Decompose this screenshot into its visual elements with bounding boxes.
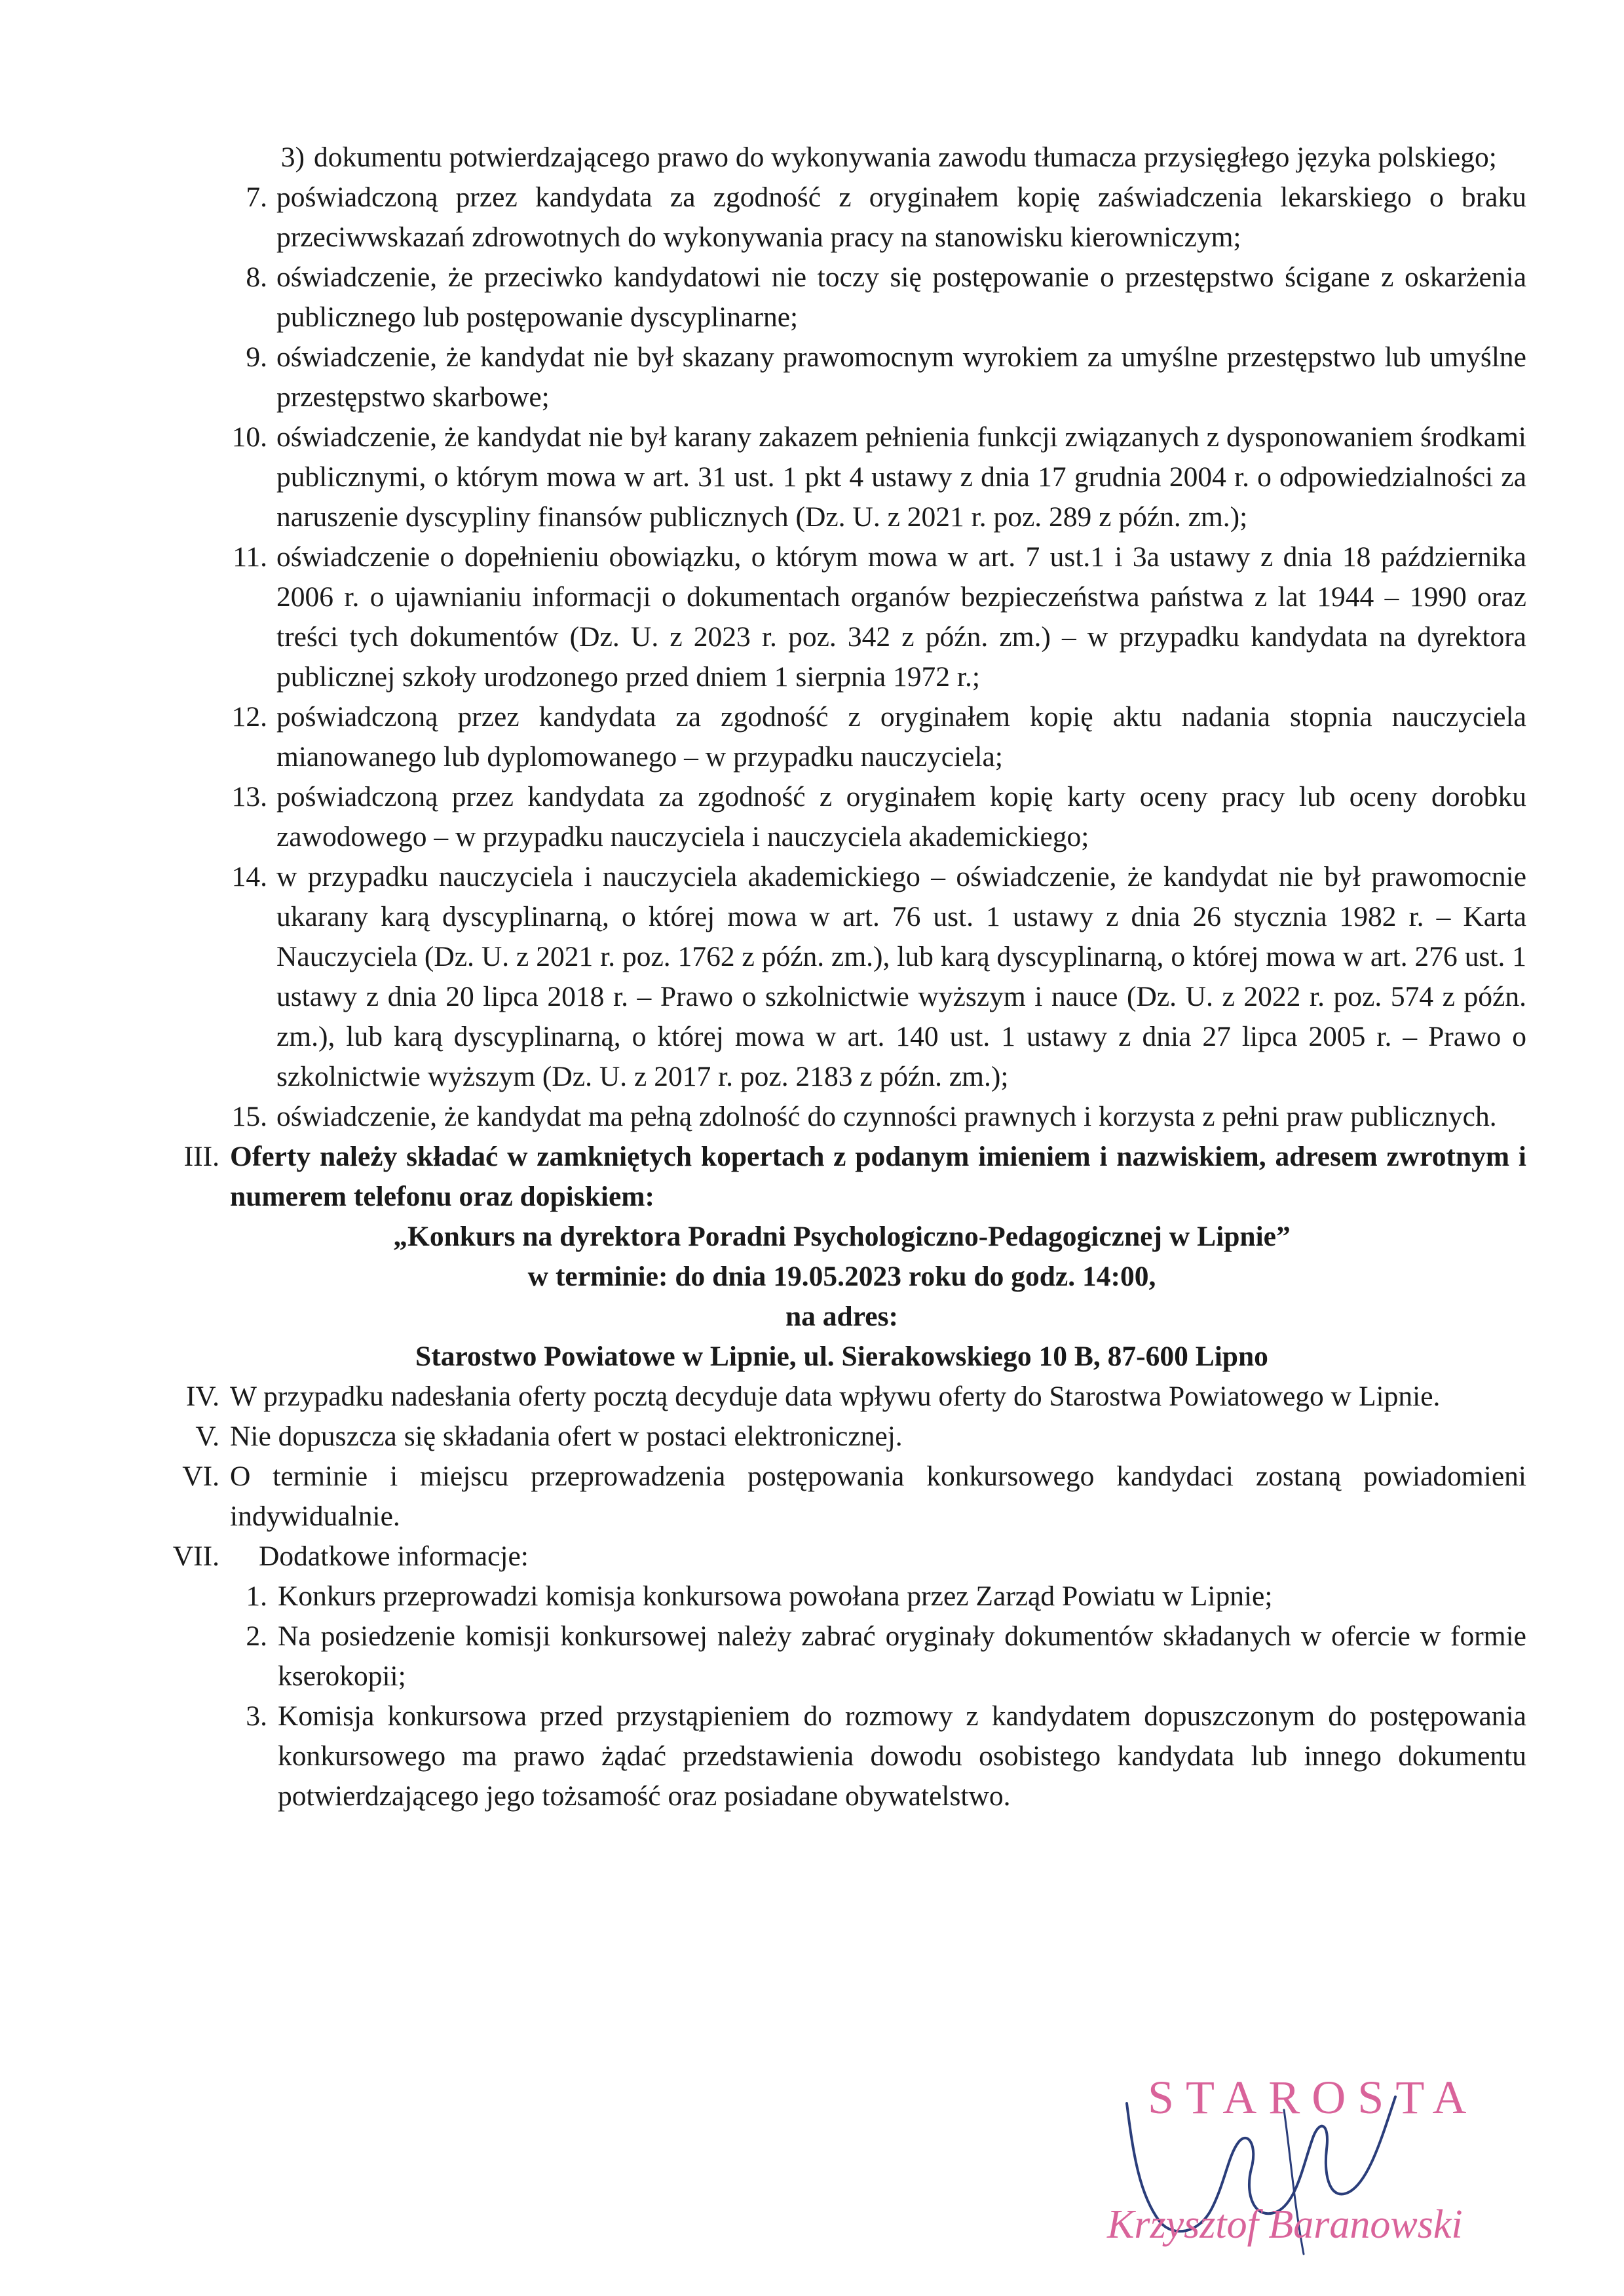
section-6 [157, 1457, 1526, 1537]
item-text: Na posiedzenie komisji konkursowej należy zabrać oryginały dokumentów składanych w ofercie w formie kserokopii; [278, 1620, 1526, 1692]
section-text: O terminie i miejscu przeprowadzenia postępowania konkursowego kandydaci zostaną powiadomieni indywidualnie. [230, 1461, 1526, 1532]
item-text: oświadczenie, że przeciwko kandydatowi nie toczy się postępowanie o przestępstwo ścigane z oskarżenia publicznego lub postępowanie dyscyplinarne; [276, 261, 1526, 333]
official-stamp [1087, 2057, 1533, 2280]
list-item [157, 697, 1526, 777]
list-item [157, 138, 1526, 178]
item-text: Konkurs przeprowadzi komisja konkursowa powołana przez Zarząd Powiatu w Lipnie; [278, 1580, 1273, 1612]
list-item [157, 258, 1526, 337]
section-number: VII. [172, 1540, 219, 1572]
section-text: W przypadku nadesłania oferty pocztą decyduje data wpływu oferty do Starostwa Powiatowego w Lipnie. [230, 1381, 1441, 1412]
item-text: oświadczenie, że kandydat nie był skazany prawomocnym wyrokiem za umyślne przestępstwo lub umyślne przestępstwo skarbowe; [276, 341, 1526, 413]
item-text: oświadczenie o dopełnieniu obowiązku, o którym mowa w art. 7 ust.1 i 3a ustawy z dnia 18 października 2006 r. o ujawnianiu informacji o dokumentach organów bezpieczeństwa państwa z lat 1944 – 1990 oraz treści tych dokumentów (Dz. U. z 2023 r. poz. 342 z późn. zm.) – w przypadku kandydata na dyrektora publicznej szkoły urodzonego przed dniem 1 sierpnia 1972 r.; [276, 541, 1526, 693]
item-text: Komisja konkursowa przed przystąpieniem do rozmowy z kandydatem dopuszczonym do postępowania konkursowego ma prawo żądać przedstawienia dowodu osobistego kandydata lub innego dokumentu potwierdzającego jego tożsamość oraz posiadane obywatelstwo. [278, 1700, 1526, 1812]
item-number: 11. [233, 541, 267, 573]
list-item [157, 178, 1526, 258]
section-3 [157, 1137, 1526, 1217]
list-item [157, 1696, 1526, 1816]
document-body [157, 138, 1526, 1816]
item-text: poświadczoną przez kandydata za zgodność z oryginałem kopię zaświadczenia lekarskiego o braku przeciwwskazań zdrowotnych do wykonywania pracy na stanowisku kierowniczym; [276, 182, 1526, 253]
section-number: III. [183, 1141, 219, 1172]
address: Starostwo Powiatowe w Lipnie, ul. Sierakowskiego 10 B, 87-600 Lipno [415, 1341, 1268, 1372]
section-number: VI. [182, 1461, 219, 1492]
stamp-name: Krzysztof Baranowski [1107, 2202, 1463, 2247]
list-item [157, 1097, 1526, 1137]
item-number: 13. [231, 781, 267, 813]
section-text: Oferty należy składać w zamkniętych kopertach z podanym imieniem i nazwiskiem, adresem zwrotnym i numerem telefonu oraz dopiskiem: [230, 1141, 1526, 1212]
list-item [157, 537, 1526, 697]
section-text: Dodatkowe informacje: [259, 1540, 529, 1572]
item-text: oświadczenie, że kandydat nie był karany zakazem pełnienia funkcji związanych z dysponowaniem środkami publicznymi, o którym mowa w art. 31 ust. 1 pkt 4 ustawy z dnia 17 grudnia 2004 r. o odpowiedzialności za naruszenie dyscypliny finansów publicznych (Dz. U. z 2021 r. poz. 289 z późn. zm.); [276, 421, 1526, 533]
deadline: w terminie: do dnia 19.05.2023 roku do godz. 14:00, [527, 1261, 1156, 1292]
section-text: Nie dopuszcza się składania ofert w postaci elektronicznej. [230, 1421, 903, 1452]
section-number: V. [195, 1421, 219, 1452]
item-number: 15. [231, 1101, 267, 1132]
item-number: 3) [280, 142, 305, 173]
item-number: 7. [246, 182, 267, 213]
item-number: 2. [246, 1620, 267, 1652]
item-number: 14. [231, 861, 267, 892]
item-number: 12. [231, 701, 267, 733]
stamp-title: STAROSTA [1148, 2071, 1479, 2124]
item-text: oświadczenie, że kandydat ma pełną zdolność do czynności prawnych i korzysta z pełni praw publicznych. [276, 1101, 1497, 1132]
list-item [157, 1577, 1526, 1617]
item-text: poświadczoną przez kandydata za zgodność z oryginałem kopię aktu nadania stopnia nauczyciela mianowanego lub dyplomowanego – w przypadku nauczyciela; [276, 701, 1526, 773]
section-7 [157, 1537, 1526, 1577]
item-text: dokumentu potwierdzającego prawo do wykonywania zawodu tłumacza przysięgłego języka polskiego; [314, 142, 1497, 173]
item-number: 9. [246, 341, 267, 373]
contest-title: „Konkurs na dyrektora Poradni Psychologiczno-Pedagogicznej w Lipnie” [393, 1221, 1291, 1252]
item-text: w przypadku nauczyciela i nauczyciela akademickiego – oświadczenie, że kandydat nie był prawomocnie ukarany karą dyscyplinarną, o której mowa w art. 76 ust. 1 ustawy z dnia 26 stycznia 1982 r. – Karta Nauczyciela (Dz. U. z 2021 r. poz. 1762 z późn. zm.), lub karą dyscyplinarną, o której mowa w art. 276 ust. 1 ustawy z dnia 20 lipca 2018 r. – Prawo o szkolnictwie wyższym i nauce (Dz. U. z 2022 r. poz. 574 z późn. zm.), lub karą dyscyplinarną, o której mowa w art. 140 ust. 1 ustawy z dnia 27 lipca 2005 r. – Prawo o szkolnictwie wyższym (Dz. U. z 2017 r. poz. 2183 z późn. zm.); [276, 861, 1526, 1092]
list-item [157, 1617, 1526, 1696]
list-item [157, 777, 1526, 857]
address-label: na adres: [785, 1301, 898, 1332]
section-number: IV. [185, 1381, 219, 1412]
section-5 [157, 1417, 1526, 1457]
item-number: 10. [231, 421, 267, 453]
item-number: 1. [246, 1580, 267, 1612]
item-number: 8. [246, 261, 267, 293]
list-item [157, 417, 1526, 537]
item-text: poświadczoną przez kandydata za zgodność z oryginałem kopię karty oceny pracy lub oceny dorobku zawodowego – w przypadku nauczyciela i nauczyciela akademickiego; [276, 781, 1526, 852]
section-4 [157, 1377, 1526, 1417]
list-item [157, 857, 1526, 1097]
item-number: 3. [246, 1700, 267, 1732]
list-item [157, 337, 1526, 417]
